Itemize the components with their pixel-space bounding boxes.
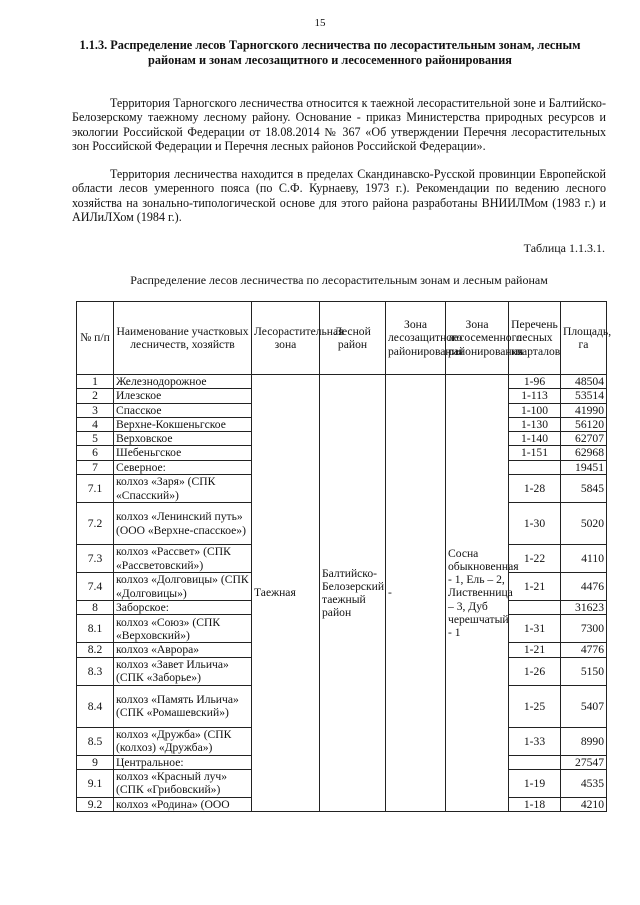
row-area: 4776 xyxy=(561,643,607,657)
row-quarters: 1-130 xyxy=(509,417,561,431)
row-area: 5845 xyxy=(561,475,607,503)
row-num: 9.2 xyxy=(77,797,114,811)
table-header-row xyxy=(77,302,607,375)
row-num: 6 xyxy=(77,446,114,460)
row-quarters: 1-140 xyxy=(509,432,561,446)
row-num: 1 xyxy=(77,375,114,389)
paragraph-2-text: Территория лесничества находится в пределах Скандинавско-Русской провинции Европейской области лесов умеренного пояса (по С.Ф. Курнаеву, 1973 г.). Рекомендации по ведению лесного хозяйства на зонально-типологической основе для этого района разработаны ВНИИЛМом (1983 г.) и АИЛиЛХом (1984 г.). xyxy=(72,167,606,225)
table-row xyxy=(77,375,607,389)
header-protect-zone: Зона лесозащитного районирования xyxy=(386,302,446,375)
row-num: 8.4 xyxy=(77,685,114,727)
row-quarters: 1-25 xyxy=(509,685,561,727)
row-quarters: 1-30 xyxy=(509,503,561,545)
row-area: 4210 xyxy=(561,797,607,811)
row-num: 3 xyxy=(77,403,114,417)
row-name: колхоз «Заря» (СПК «Спасский») xyxy=(114,475,252,503)
row-quarters: 1-31 xyxy=(509,615,561,643)
row-area: 48504 xyxy=(561,375,607,389)
row-name: колхоз «Рассвет» (СПК «Рассветовский») xyxy=(114,545,252,573)
row-num: 7.1 xyxy=(77,475,114,503)
header-quarters: Перечень лесных кварталов xyxy=(509,302,561,375)
row-quarters xyxy=(509,601,561,615)
row-name: Центральное: xyxy=(114,755,252,769)
row-name: колхоз «Завет Ильича» (СПК «Заборье») xyxy=(114,657,252,685)
row-name: Спасское xyxy=(114,403,252,417)
section-heading: 1.1.3. Распределение лесов Тарногского лесничества по лесорастительным зонам, лесным районам и зонам лесозащитного и лесосеменного районирования xyxy=(79,38,581,67)
row-num: 8.2 xyxy=(77,643,114,657)
row-area: 5020 xyxy=(561,503,607,545)
row-area: 62968 xyxy=(561,446,607,460)
row-name: колхоз «Союз» (СПК «Верховский») xyxy=(114,615,252,643)
row-name: колхоз «Родина» (ООО xyxy=(114,797,252,811)
row-quarters: 1-28 xyxy=(509,475,561,503)
row-name: Заборское: xyxy=(114,601,252,615)
row-area: 5150 xyxy=(561,657,607,685)
row-name: колхоз «Красный луч» (СПК «Грибовский») xyxy=(114,769,252,797)
row-quarters: 1-113 xyxy=(509,389,561,403)
row-num: 9.1 xyxy=(77,769,114,797)
row-area: 4476 xyxy=(561,573,607,601)
row-name: колхоз «Долговицы» (СПК «Долговицы») xyxy=(114,573,252,601)
row-quarters: 1-21 xyxy=(509,643,561,657)
row-num: 8.1 xyxy=(77,615,114,643)
row-num: 9 xyxy=(77,755,114,769)
row-quarters: 1-18 xyxy=(509,797,561,811)
row-quarters xyxy=(509,460,561,474)
row-area: 4535 xyxy=(561,769,607,797)
header-district: Лесной район xyxy=(320,302,386,375)
paragraph-2 xyxy=(72,167,606,225)
header-name: Наименование участковых лесничеств, хозяйств xyxy=(114,302,252,375)
header-seed-zone: Зона лесосеменного районирования xyxy=(446,302,509,375)
row-area: 62707 xyxy=(561,432,607,446)
forest-distribution-table xyxy=(76,301,612,812)
table-label: Таблица 1.1.3.1. xyxy=(523,241,605,255)
row-quarters: 1-19 xyxy=(509,769,561,797)
row-area: 4110 xyxy=(561,545,607,573)
row-name: колхоз «Аврора» xyxy=(114,643,252,657)
row-name: Верхне-Кокшеньгское xyxy=(114,417,252,431)
row-name: колхоз «Память Ильича» (СПК «Ромашевский») xyxy=(114,685,252,727)
row-area: 56120 xyxy=(561,417,607,431)
merged-protect-zone-cell: - xyxy=(386,375,446,812)
row-area: 53514 xyxy=(561,389,607,403)
table-caption: Распределение лесов лесничества по лесорастительным зонам и лесным районам xyxy=(130,273,548,287)
row-num: 7 xyxy=(77,460,114,474)
merged-district-cell: Балтийско-Белозерский таежный район xyxy=(320,375,386,812)
page-number: 15 xyxy=(314,17,326,29)
row-area: 5407 xyxy=(561,685,607,727)
row-quarters: 1-33 xyxy=(509,727,561,755)
row-area: 19451 xyxy=(561,460,607,474)
header-area: Площадь, га xyxy=(561,302,607,375)
row-area: 41990 xyxy=(561,403,607,417)
row-num: 4 xyxy=(77,417,114,431)
paragraph-1-text: Территория Тарногского лесничества относится к таежной лесорастительной зоне и Балтийско-Белозерскому таежному лесному району. Основание - приказ Министерства природных ресурсов и экологии Российской Федерации от 18.08.2014 № 367 «Об утверждении Перечня лесорастительных зон Российской Федерации и Перечня лесных районов Российской Федерации». xyxy=(72,96,606,154)
row-quarters: 1-96 xyxy=(509,375,561,389)
row-name: Верховское xyxy=(114,432,252,446)
row-name: колхоз «Ленинский путь» (ООО «Верхне-спасское») xyxy=(114,503,252,545)
row-num: 8.3 xyxy=(77,657,114,685)
row-num: 8.5 xyxy=(77,727,114,755)
row-num: 7.4 xyxy=(77,573,114,601)
row-area: 8990 xyxy=(561,727,607,755)
row-area: 27547 xyxy=(561,755,607,769)
row-quarters: 1-21 xyxy=(509,573,561,601)
row-num: 5 xyxy=(77,432,114,446)
row-num: 7.2 xyxy=(77,503,114,545)
row-name: Железнодорожное xyxy=(114,375,252,389)
row-quarters: 1-26 xyxy=(509,657,561,685)
table-body xyxy=(77,375,607,812)
header-num: № п/п xyxy=(77,302,114,375)
merged-zone-cell: Таежная xyxy=(252,375,320,812)
row-area: 31623 xyxy=(561,601,607,615)
paragraph-1 xyxy=(72,96,606,154)
row-num: 8 xyxy=(77,601,114,615)
row-name: колхоз «Дружба» (СПК (колхоз) «Дружба») xyxy=(114,727,252,755)
row-name: Северное: xyxy=(114,460,252,474)
row-name: Илезское xyxy=(114,389,252,403)
header-zone: Лесорастительная зона xyxy=(252,302,320,375)
row-quarters: 1-22 xyxy=(509,545,561,573)
row-name: Шебеньгское xyxy=(114,446,252,460)
row-num: 2 xyxy=(77,389,114,403)
row-quarters: 1-100 xyxy=(509,403,561,417)
row-quarters: 1-151 xyxy=(509,446,561,460)
row-num: 7.3 xyxy=(77,545,114,573)
row-area: 7300 xyxy=(561,615,607,643)
row-quarters xyxy=(509,755,561,769)
merged-seed-zone-cell: Сосна обыкновенная - 1, Ель – 2, Лиственница – 3, Дуб черешчатый - 1 xyxy=(446,375,509,812)
